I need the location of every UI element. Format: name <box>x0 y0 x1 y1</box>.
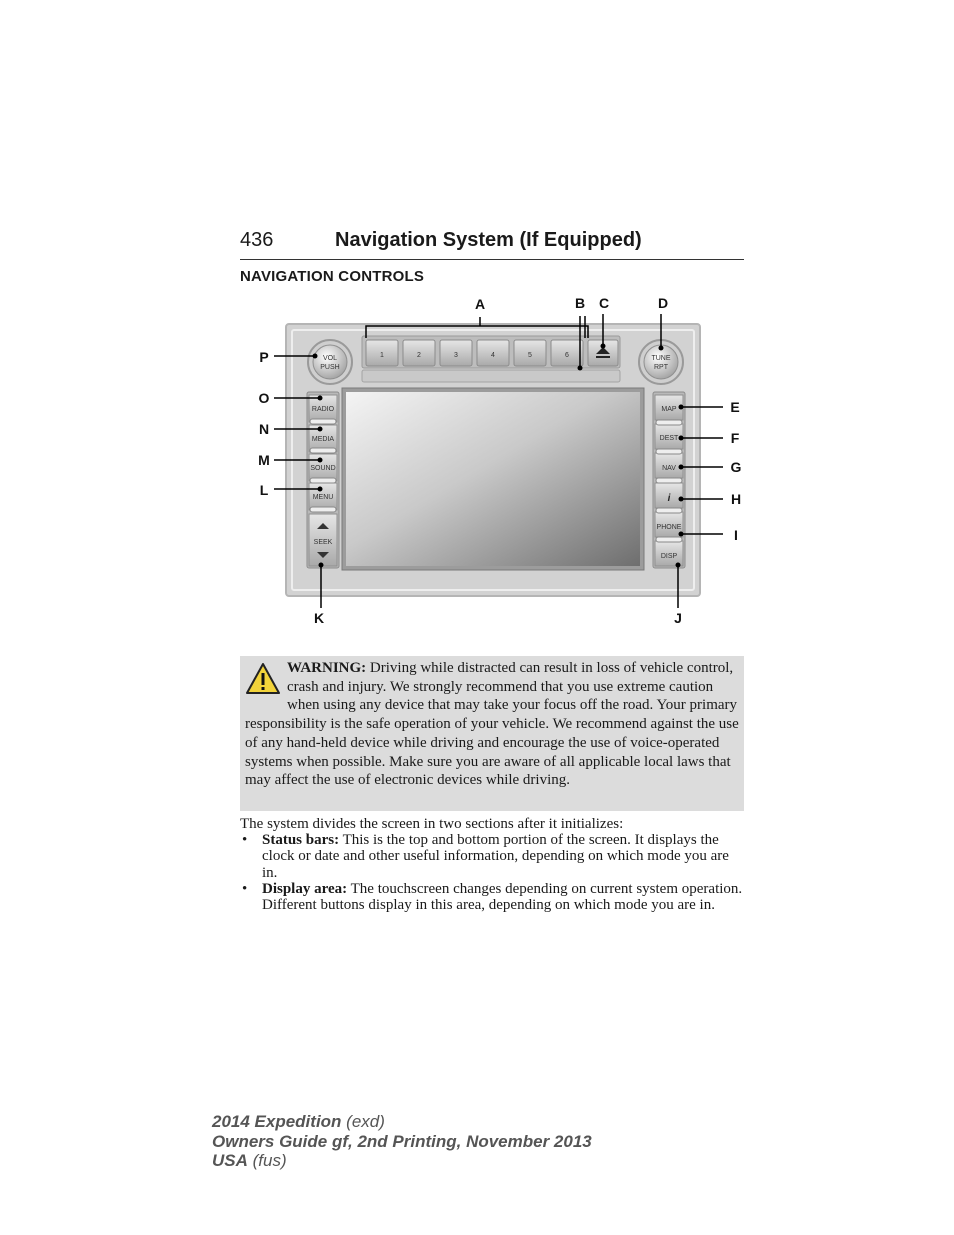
callout-d: D <box>657 295 669 311</box>
footer-edition: Owners Guide gf, 2nd Printing, November 2013 <box>212 1131 592 1151</box>
dest-button[interactable] <box>655 424 683 449</box>
footer-model: 2014 Expedition <box>212 1112 342 1131</box>
info-button[interactable] <box>655 483 683 508</box>
button-label: MAP <box>661 406 677 413</box>
chapter-title: Navigation System (If Equipped) <box>335 229 642 251</box>
preset-button-3[interactable] <box>440 340 472 366</box>
page-number: 436 <box>240 229 274 251</box>
knob-label: TUNE <box>651 355 671 362</box>
seek-button[interactable] <box>309 514 337 566</box>
button-label: DEST <box>659 435 679 442</box>
preset-button-4[interactable] <box>477 340 509 366</box>
warning-text: Driving while distracted can result in loss of vehicle control, crash and injury. We strongly recommend that you use extreme caution when using any device that may take your focus off the road. Your primary responsibility is the safe operation of your vehicle. We recommend against the use of any hand-held device while driving and encourage the use of voice-operated systems when possible. Make sure you are aware of all applicable local laws that may affect the use of electronic devices while driving. <box>245 660 739 789</box>
button-label: DISP <box>660 553 678 560</box>
warning-box <box>240 656 744 811</box>
bullet-icon: • <box>242 880 248 897</box>
bullet-text: The touchscreen changes depending on current system operation. Different buttons display in this area, depending on which mode you are in. <box>262 880 743 914</box>
radio-button[interactable] <box>309 395 337 422</box>
callout-f: F <box>730 430 740 446</box>
callout-k: K <box>313 610 325 626</box>
section-title: NAVIGATION CONTROLS <box>240 268 425 285</box>
bullet-icon: • <box>242 832 248 849</box>
bullet-text: This is the top and bottom portion of the screen. It displays the clock or date and other useful information, depending on which mode you are in. <box>262 832 729 881</box>
callout-n: N <box>258 421 270 437</box>
preset-button-1[interactable] <box>366 340 398 366</box>
preset-button-6[interactable] <box>551 340 583 366</box>
footer-market: USA <box>212 1151 248 1170</box>
callout-o: O <box>258 390 270 406</box>
callout-e: E <box>730 399 740 415</box>
warning-label: WARNING: <box>287 660 367 676</box>
navigation-controls-diagram <box>250 290 750 630</box>
button-label: MENU <box>312 494 334 501</box>
preset-label: 5 <box>528 352 532 359</box>
preset-label: 4 <box>491 352 495 359</box>
footer-market-code: (fus) <box>252 1151 287 1170</box>
preset-label: 3 <box>454 352 458 359</box>
button-label: MEDIA <box>311 436 335 443</box>
page-header <box>240 229 744 260</box>
sound-button[interactable] <box>309 454 337 481</box>
callout-b: B <box>574 295 586 311</box>
page-footer <box>212 1112 592 1171</box>
info-icon: i <box>667 493 671 504</box>
seek-label: SEEK <box>313 539 333 546</box>
list-item <box>240 832 744 881</box>
warning-triangle-icon <box>245 661 281 697</box>
callout-j: J <box>674 610 682 626</box>
preset-button-2[interactable] <box>403 340 435 366</box>
preset-label: 2 <box>417 352 421 359</box>
callout-g: G <box>730 459 742 475</box>
list-item <box>240 881 744 913</box>
button-label: NAV <box>662 465 676 472</box>
knob-label: PUSH <box>320 364 340 371</box>
intro-paragraph: The system divides the screen in two sections after it initializes: <box>240 816 624 832</box>
preset-button-5[interactable] <box>514 340 546 366</box>
volume-knob[interactable] <box>308 340 352 384</box>
button-label: SOUND <box>310 465 336 472</box>
bullet-term: Status bars: <box>262 832 340 849</box>
preset-label: 1 <box>380 352 384 359</box>
callout-h: H <box>730 491 742 507</box>
button-label: PHONE <box>656 524 682 531</box>
preset-label: 6 <box>565 352 569 359</box>
callout-m: M <box>258 452 270 468</box>
callout-p: P <box>259 349 269 365</box>
callout-i: I <box>734 527 738 543</box>
knob-label: VOL <box>322 355 338 362</box>
disp-button[interactable] <box>655 541 683 566</box>
body-text <box>240 816 744 913</box>
bullet-term: Display area: <box>262 880 348 897</box>
nav-button[interactable] <box>655 453 683 478</box>
touchscreen-display[interactable] <box>346 392 640 566</box>
button-label: RADIO <box>311 406 335 413</box>
menu-button[interactable] <box>309 483 337 510</box>
callout-a: A <box>474 296 486 312</box>
footer-model-code: (exd) <box>346 1112 385 1131</box>
callout-c: C <box>598 295 610 311</box>
callout-l: L <box>259 482 269 498</box>
knob-label: RPT <box>654 364 668 371</box>
